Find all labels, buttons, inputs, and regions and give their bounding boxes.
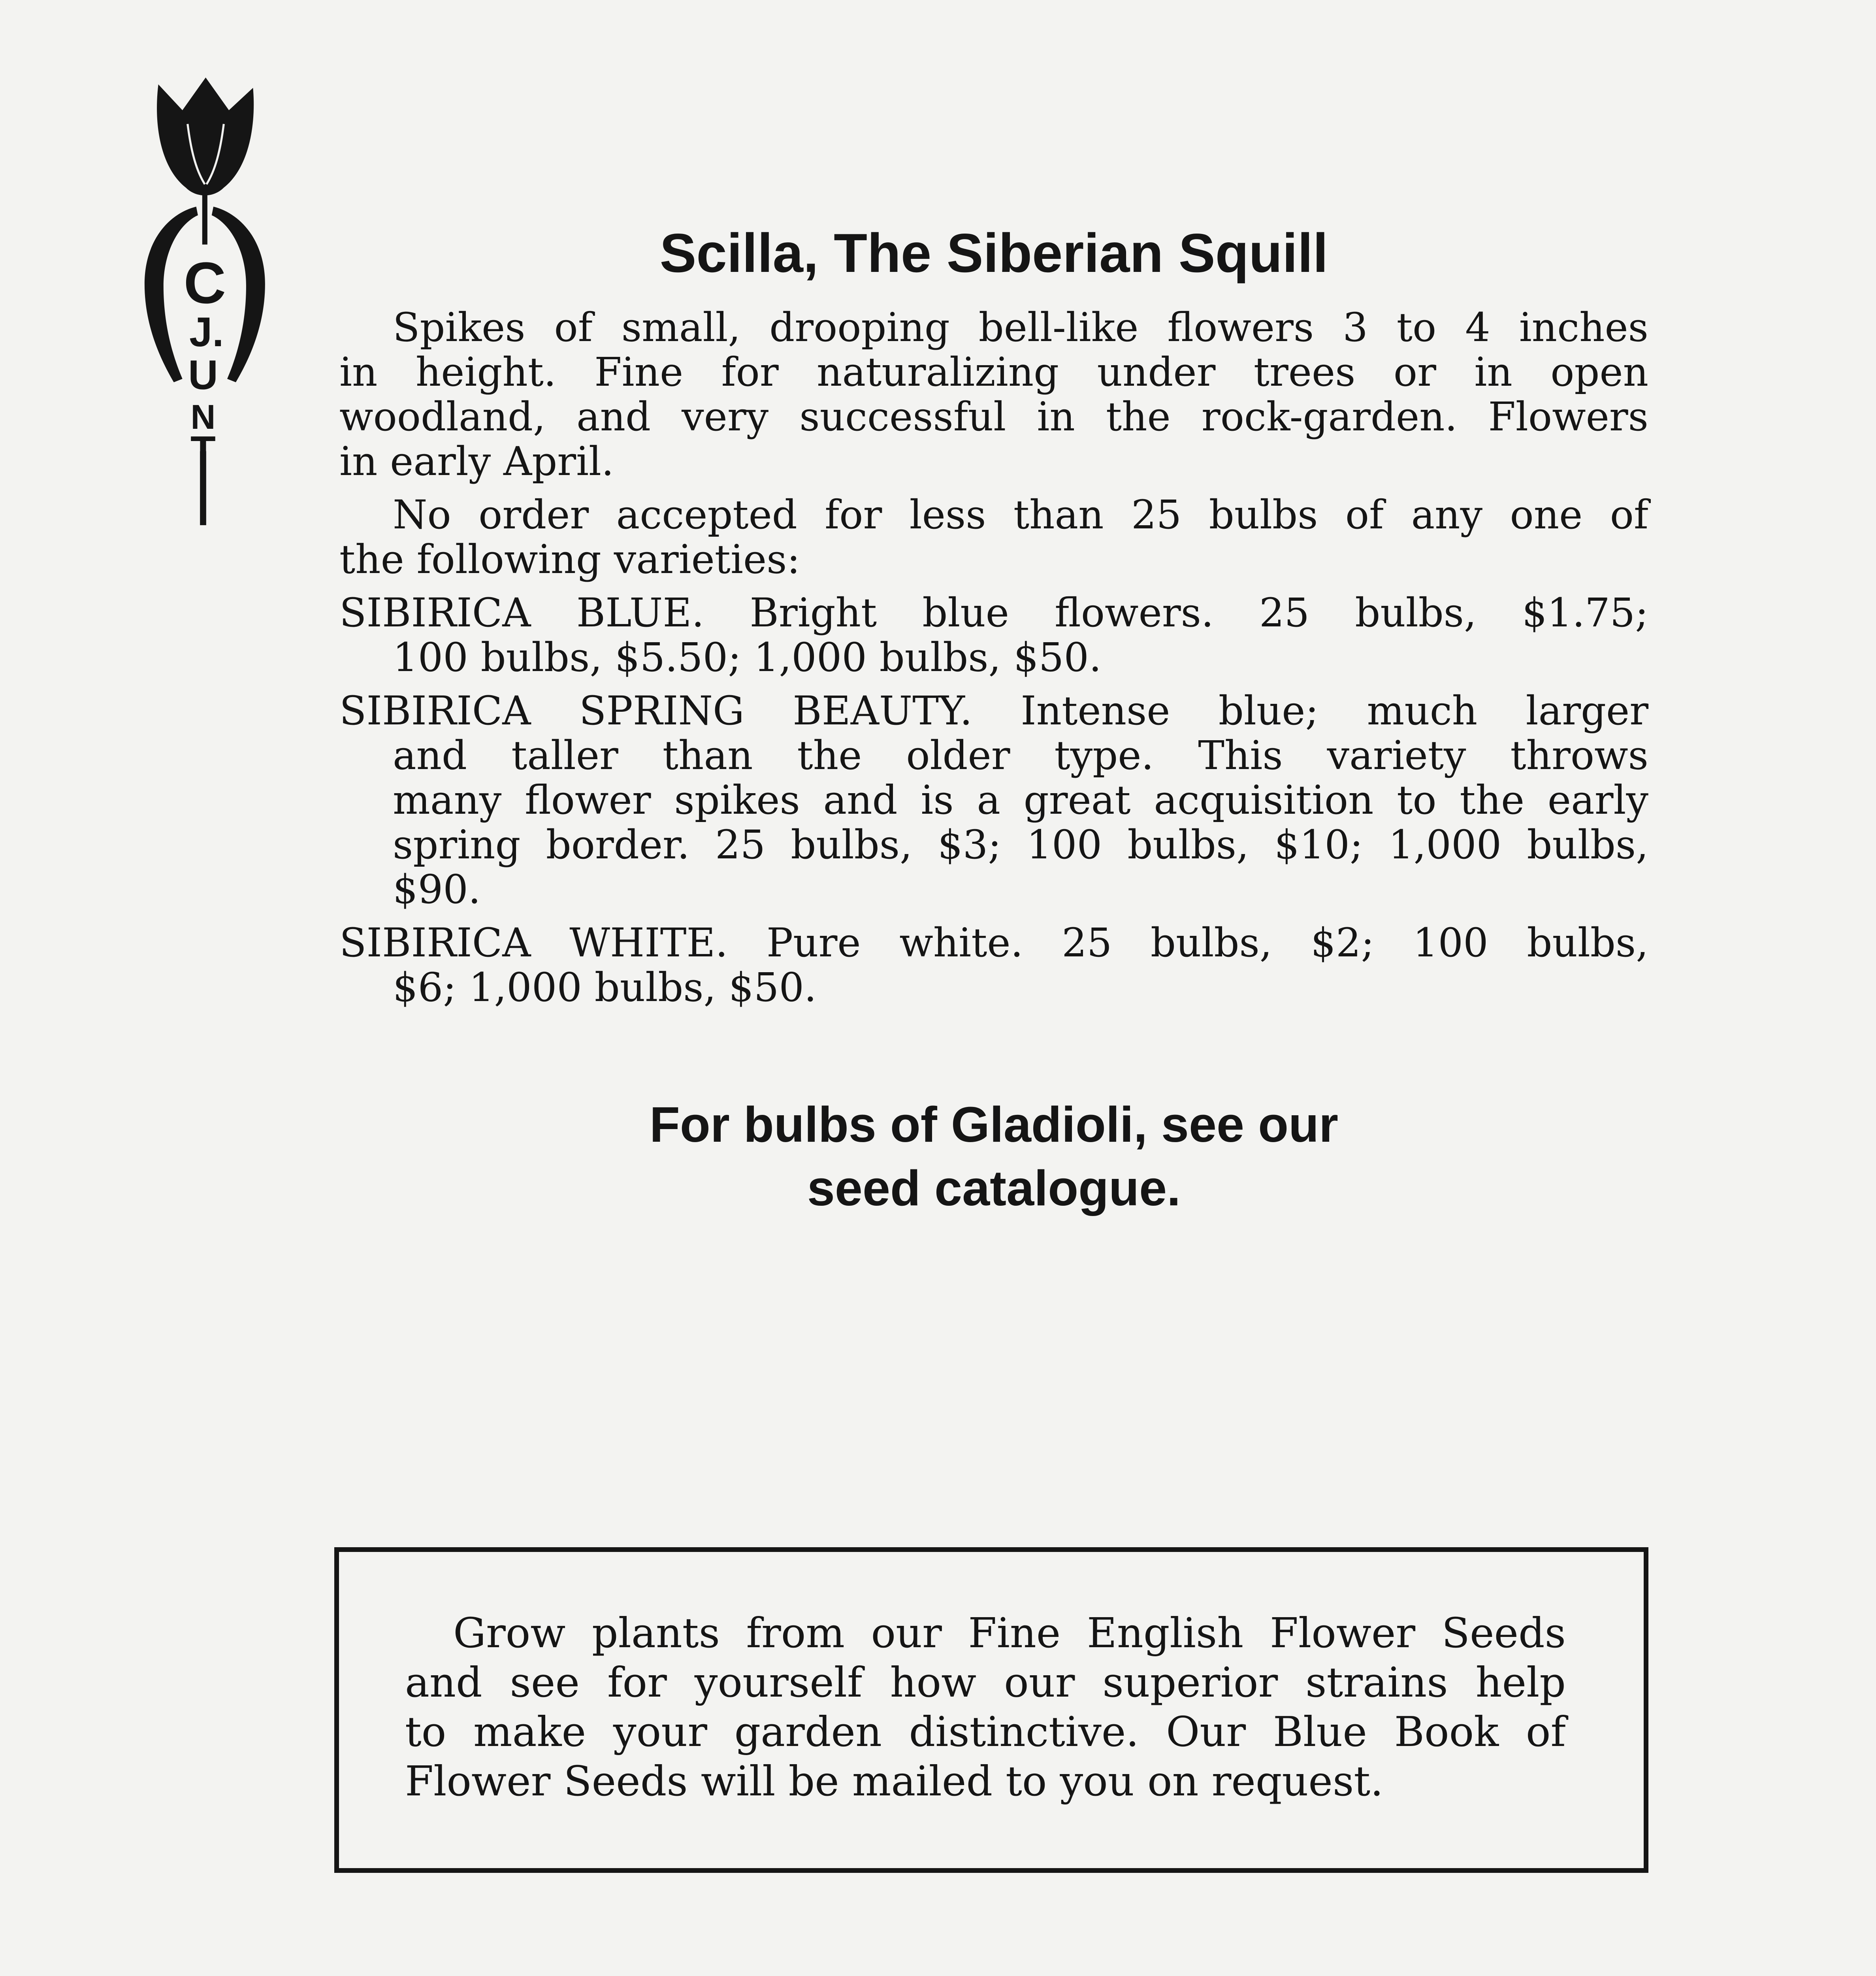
text-line: in height. Fine for naturalizing under trees or in open (339, 349, 1648, 395)
note-line: For bulbs of Gladioli, see our (649, 1097, 1339, 1152)
text-line: in early April. (339, 438, 614, 485)
gladioli-note (339, 1093, 1648, 1220)
text-line: spring border. 25 bulbs, $3; 100 bulbs, $10; 1,000 bulbs, (393, 822, 1648, 868)
text-line: and taller than the older type. This variety throws (393, 732, 1648, 779)
logo-letter: T (190, 428, 216, 474)
text-line: SIBIRICA WHITE. Pure white. 25 bulbs, $2; 100 bulbs, (339, 920, 1648, 966)
text-line: the following varieties: (339, 536, 801, 583)
seed-advert-box (334, 1547, 1648, 1873)
text-line: $6; 1,000 bulbs, $50. (393, 964, 817, 1011)
logo-letter: J. (189, 309, 224, 355)
variety-sibirica-spring-beauty (339, 688, 1648, 912)
text-line: Grow plants from our Fine English Flower Seeds (453, 1609, 1566, 1657)
variety-sibirica-blue (339, 590, 1648, 680)
text-line: SIBIRICA SPRING BEAUTY. Intense blue; much larger (339, 688, 1648, 734)
text-line: No order accepted for less than 25 bulbs of any one of (393, 492, 1648, 538)
text-line: $90. (393, 866, 481, 913)
tulip-icon (157, 77, 254, 195)
text-line: many flower spikes and is a great acquisition to the early (393, 777, 1648, 823)
note-line: seed catalogue. (807, 1160, 1181, 1216)
text-line: and see for yourself how our superior strains help (405, 1658, 1566, 1706)
intro-paragraph (339, 305, 1648, 484)
seed-advert-text (405, 1608, 1566, 1806)
logo-letter: N (190, 398, 216, 436)
text-line: SIBIRICA BLUE. Bright blue flowers. 25 bulbs, $1.75; (339, 590, 1648, 636)
text-line: Flower Seeds will be mailed to you on request. (405, 1757, 1384, 1805)
text-line: Spikes of small, drooping bell-like flowers 3 to 4 inches (393, 304, 1648, 351)
text-line: woodland, and very successful in the rock-garden. Flowers (339, 394, 1648, 440)
order-minimum-paragraph (339, 492, 1648, 582)
text-line: 100 bulbs, $5.50; 1,000 bulbs, $50. (393, 634, 1102, 681)
cj-hunt-tulip-logo (131, 69, 275, 534)
scilla-description (339, 305, 1648, 1010)
page-title: Scilla, The Siberian Squill (659, 222, 1328, 284)
text-line: to make your garden distinctive. Our Blue Book of (405, 1708, 1566, 1756)
variety-sibirica-white (339, 920, 1648, 1010)
logo-letter: U (188, 352, 218, 398)
logo-letter: C (183, 250, 226, 316)
